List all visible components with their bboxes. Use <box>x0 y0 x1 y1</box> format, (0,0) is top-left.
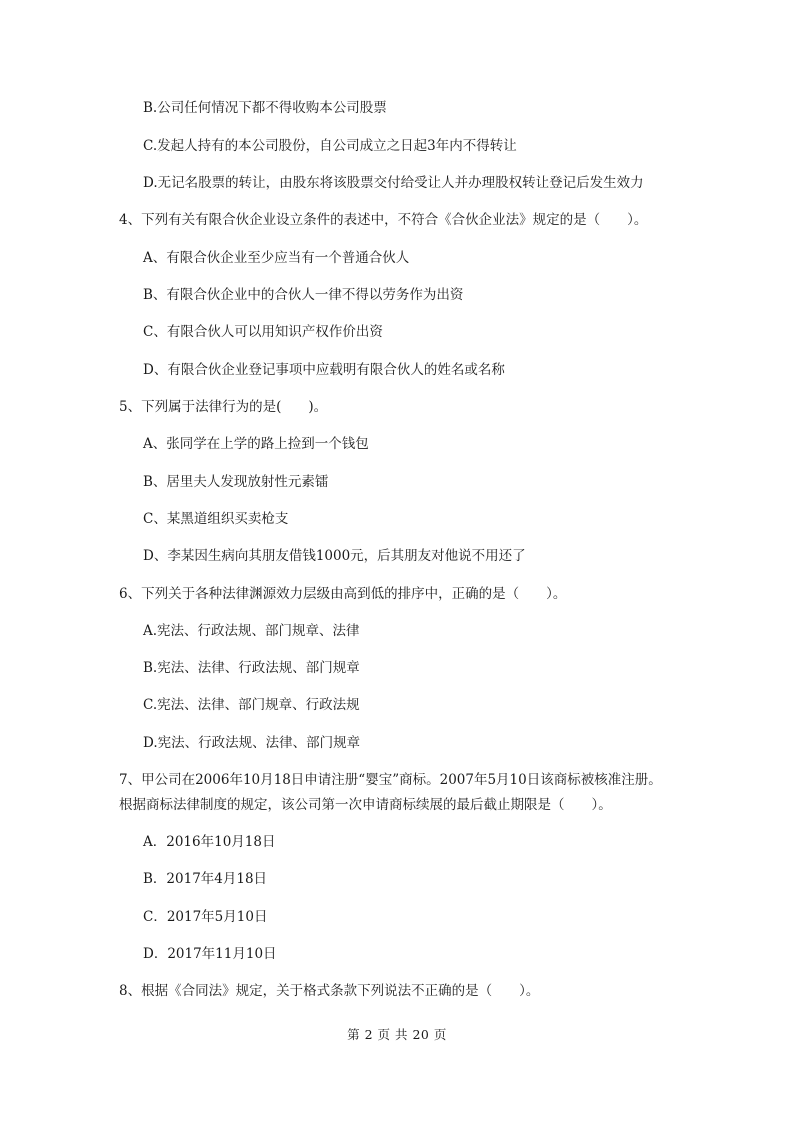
option-5d: D、李某因生病向其朋友借钱1000元，后其朋友对他说不用还了 <box>143 548 526 564</box>
option-7c: C．2017年5月10日 <box>143 909 268 925</box>
option-6d: D.宪法、行政法规、法律、部门规章 <box>143 735 361 751</box>
option-3b: B.公司任何情况下都不得收购本公司股票 <box>143 100 387 116</box>
question-5-stem: 5、下列属于法律行为的是( )。 <box>119 399 328 415</box>
option-6b: B.宪法、法律、行政法规、部门规章 <box>143 660 360 676</box>
page-footer: 第 2 页 共 20 页 <box>347 1027 447 1042</box>
option-4c: C、有限合伙人可以用知识产权作价出资 <box>143 324 383 340</box>
option-5a: A、张同学在上学的路上捡到一个钱包 <box>143 436 369 452</box>
option-4a: A、有限合伙企业至少应当有一个普通合伙人 <box>143 250 410 266</box>
option-6c: C.宪法、法律、部门规章、行政法规 <box>143 697 360 713</box>
option-5c: C、某黑道组织买卖枪支 <box>143 511 289 527</box>
question-8-stem: 8、根据《合同法》规定，关于格式条款下列说法不正确的是（ ）。 <box>119 983 540 999</box>
option-7a: A．2016年10月18日 <box>143 834 276 850</box>
option-3d: D.无记名股票的转让，由股东将该股票交付给受让人并办理股权转让登记后发生效力 <box>143 175 644 191</box>
option-6a: A.宪法、行政法规、部门规章、法律 <box>143 623 360 639</box>
question-7-stem-line-2: 根据商标法律制度的规定，该公司第一次申请商标续展的最后截止期限是（ ）。 <box>119 797 612 813</box>
option-7b: B．2017年4月18日 <box>143 871 268 887</box>
question-4-stem: 4、下列有关有限合伙企业设立条件的表述中，不符合《合伙企业法》规定的是（ ）。 <box>119 212 648 228</box>
option-4d: D、有限合伙企业登记事项中应载明有限合伙人的姓名或名称 <box>143 362 505 378</box>
option-3c: C.发起人持有的本公司股份，自公司成立之日起3年内不得转让 <box>143 138 517 154</box>
question-6-stem: 6、下列关于各种法律渊源效力层级由高到低的排序中，正确的是（ ）。 <box>119 586 567 602</box>
option-7d: D．2017年11月10日 <box>143 946 277 962</box>
question-7-stem-line-1: 7、甲公司在2006年10月18日申请注册“婴宝”商标。2007年5月10日该商标被核准注册。 <box>119 772 662 788</box>
option-4b: B、有限合伙企业中的合伙人一律不得以劳务作为出资 <box>143 287 464 303</box>
option-5b: B、居里夫人发现放射性元素镭 <box>143 474 329 490</box>
